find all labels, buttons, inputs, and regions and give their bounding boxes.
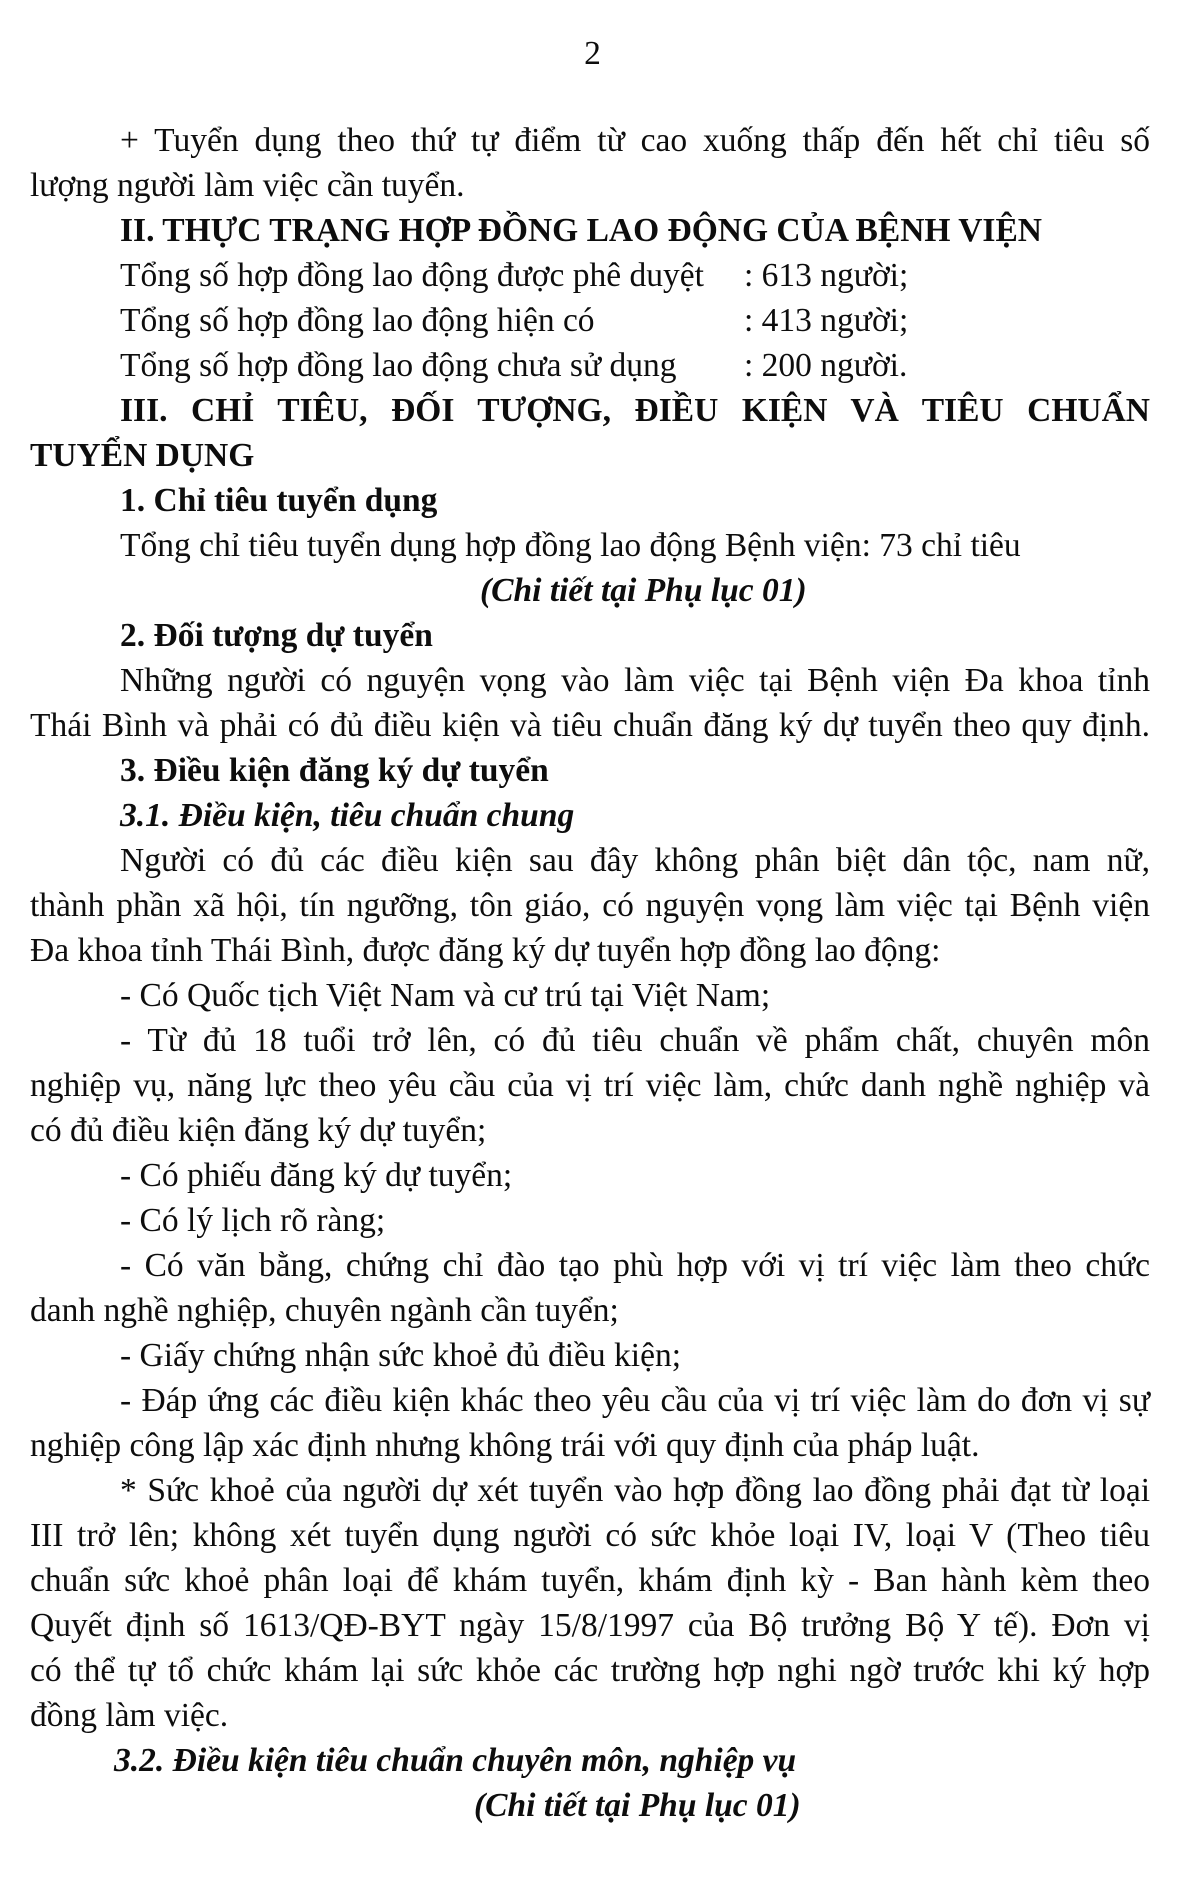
subsection-heading: 2. Đối tượng dự tuyển — [120, 617, 433, 654]
paragraph-line: thành phần xã hội, tín ngưỡng, tôn giáo, có nguyện vọng làm việc tại Bệnh viện — [30, 887, 1150, 924]
condition-line: có đủ điều kiện đăng ký dự tuyển; — [30, 1112, 487, 1149]
document-body — [30, 118, 1150, 1828]
sub-subsection-heading: 3.1. Điều kiện, tiêu chuẩn chung — [120, 797, 575, 834]
subsection-heading: 3. Điều kiện đăng ký dự tuyển — [120, 752, 549, 789]
subsection-heading: 1. Chỉ tiêu tuyển dụng — [120, 482, 438, 519]
paragraph-line: + Tuyển dụng theo thứ tự điểm từ cao xuống thấp đến hết chỉ tiêu số — [120, 122, 1150, 159]
condition-line: nghiệp công lập xác định nhưng không trái với quy định của pháp luật. — [30, 1427, 980, 1464]
paragraph-line: Tổng chỉ tiêu tuyển dụng hợp đồng lao động Bệnh viện: 73 chỉ tiêu — [120, 527, 1021, 564]
paragraph-line: Thái Bình và phải có đủ điều kiện và tiêu chuẩn đăng ký dự tuyển theo quy định. — [30, 707, 1150, 744]
section-heading: III. CHỈ TIÊU, ĐỐI TƯỢNG, ĐIỀU KIỆN VÀ TIÊU CHUẨN — [120, 392, 1150, 429]
health-note-line: III trở lên; không xét tuyển dụng người có sức khỏe loại IV, loại V (Theo tiêu — [30, 1517, 1150, 1554]
section-heading: II. THỰC TRẠNG HỢP ĐỒNG LAO ĐỘNG CỦA BỆNH VIỆN — [120, 212, 1043, 249]
appendix-note: (Chi tiết tại Phụ lục 01) — [480, 572, 807, 609]
condition-line: - Có phiếu đăng ký dự tuyển; — [120, 1157, 513, 1194]
condition-line: - Có lý lịch rõ ràng; — [120, 1202, 386, 1239]
row-value: : 613 người; — [744, 257, 909, 294]
row-label: Tổng số hợp đồng lao động hiện có — [120, 302, 595, 339]
paragraph-line: Những người có nguyện vọng vào làm việc tại Bệnh viện Đa khoa tỉnh — [120, 662, 1150, 699]
paragraph-line: lượng người làm việc cần tuyển. — [30, 167, 465, 204]
condition-line: - Từ đủ 18 tuổi trở lên, có đủ tiêu chuẩn về phẩm chất, chuyên môn — [120, 1022, 1150, 1059]
health-note-line: * Sức khoẻ của người dự xét tuyển vào hợp đồng lao đồng phải đạt từ loại — [120, 1472, 1150, 1509]
contract-count-row — [30, 343, 1150, 388]
paragraph-line: Đa khoa tỉnh Thái Bình, được đăng ký dự tuyển hợp đồng lao động: — [30, 932, 941, 969]
condition-line: nghiệp vụ, năng lực theo yêu cầu của vị trí việc làm, chức danh nghề nghiệp và — [30, 1067, 1150, 1104]
row-label: Tổng số hợp đồng lao động chưa sử dụng — [120, 347, 677, 384]
contract-count-row — [30, 298, 1150, 343]
row-label: Tổng số hợp đồng lao động được phê duyệt — [120, 257, 704, 294]
section-heading: TUYỂN DỤNG — [30, 437, 255, 474]
health-note-line: chuẩn sức khoẻ phân loại để khám tuyển, khám định kỳ - Ban hành kèm theo — [30, 1562, 1150, 1599]
paragraph-line: Người có đủ các điều kiện sau đây không phân biệt dân tộc, nam nữ, — [120, 842, 1150, 879]
condition-line: - Có Quốc tịch Việt Nam và cư trú tại Việt Nam; — [120, 977, 771, 1014]
health-note-line: có thể tự tổ chức khám lại sức khỏe các trường hợp nghi ngờ trước khi ký hợp — [30, 1652, 1150, 1689]
contract-count-row — [30, 253, 1150, 298]
condition-line: - Giấy chứng nhận sức khoẻ đủ điều kiện; — [120, 1337, 682, 1374]
health-note-line: Quyết định số 1613/QĐ-BYT ngày 15/8/1997 của Bộ trưởng Bộ Y tế). Đơn vị — [30, 1607, 1150, 1644]
row-value: : 413 người; — [744, 302, 909, 339]
condition-line: danh nghề nghiệp, chuyên ngành cần tuyển; — [30, 1292, 619, 1329]
health-note-line: đồng làm việc. — [30, 1697, 229, 1734]
condition-line: - Đáp ứng các điều kiện khác theo yêu cầu của vị trí việc làm do đơn vị sự — [120, 1382, 1150, 1419]
appendix-note: (Chi tiết tại Phụ lục 01) — [474, 1787, 801, 1824]
condition-line: - Có văn bằng, chứng chỉ đào tạo phù hợp với vị trí việc làm theo chức — [120, 1247, 1150, 1284]
sub-subsection-heading: 3.2. Điều kiện tiêu chuẩn chuyên môn, nghiệp vụ — [114, 1742, 797, 1779]
row-value: : 200 người. — [744, 347, 908, 384]
page-number: 2 — [584, 35, 601, 72]
